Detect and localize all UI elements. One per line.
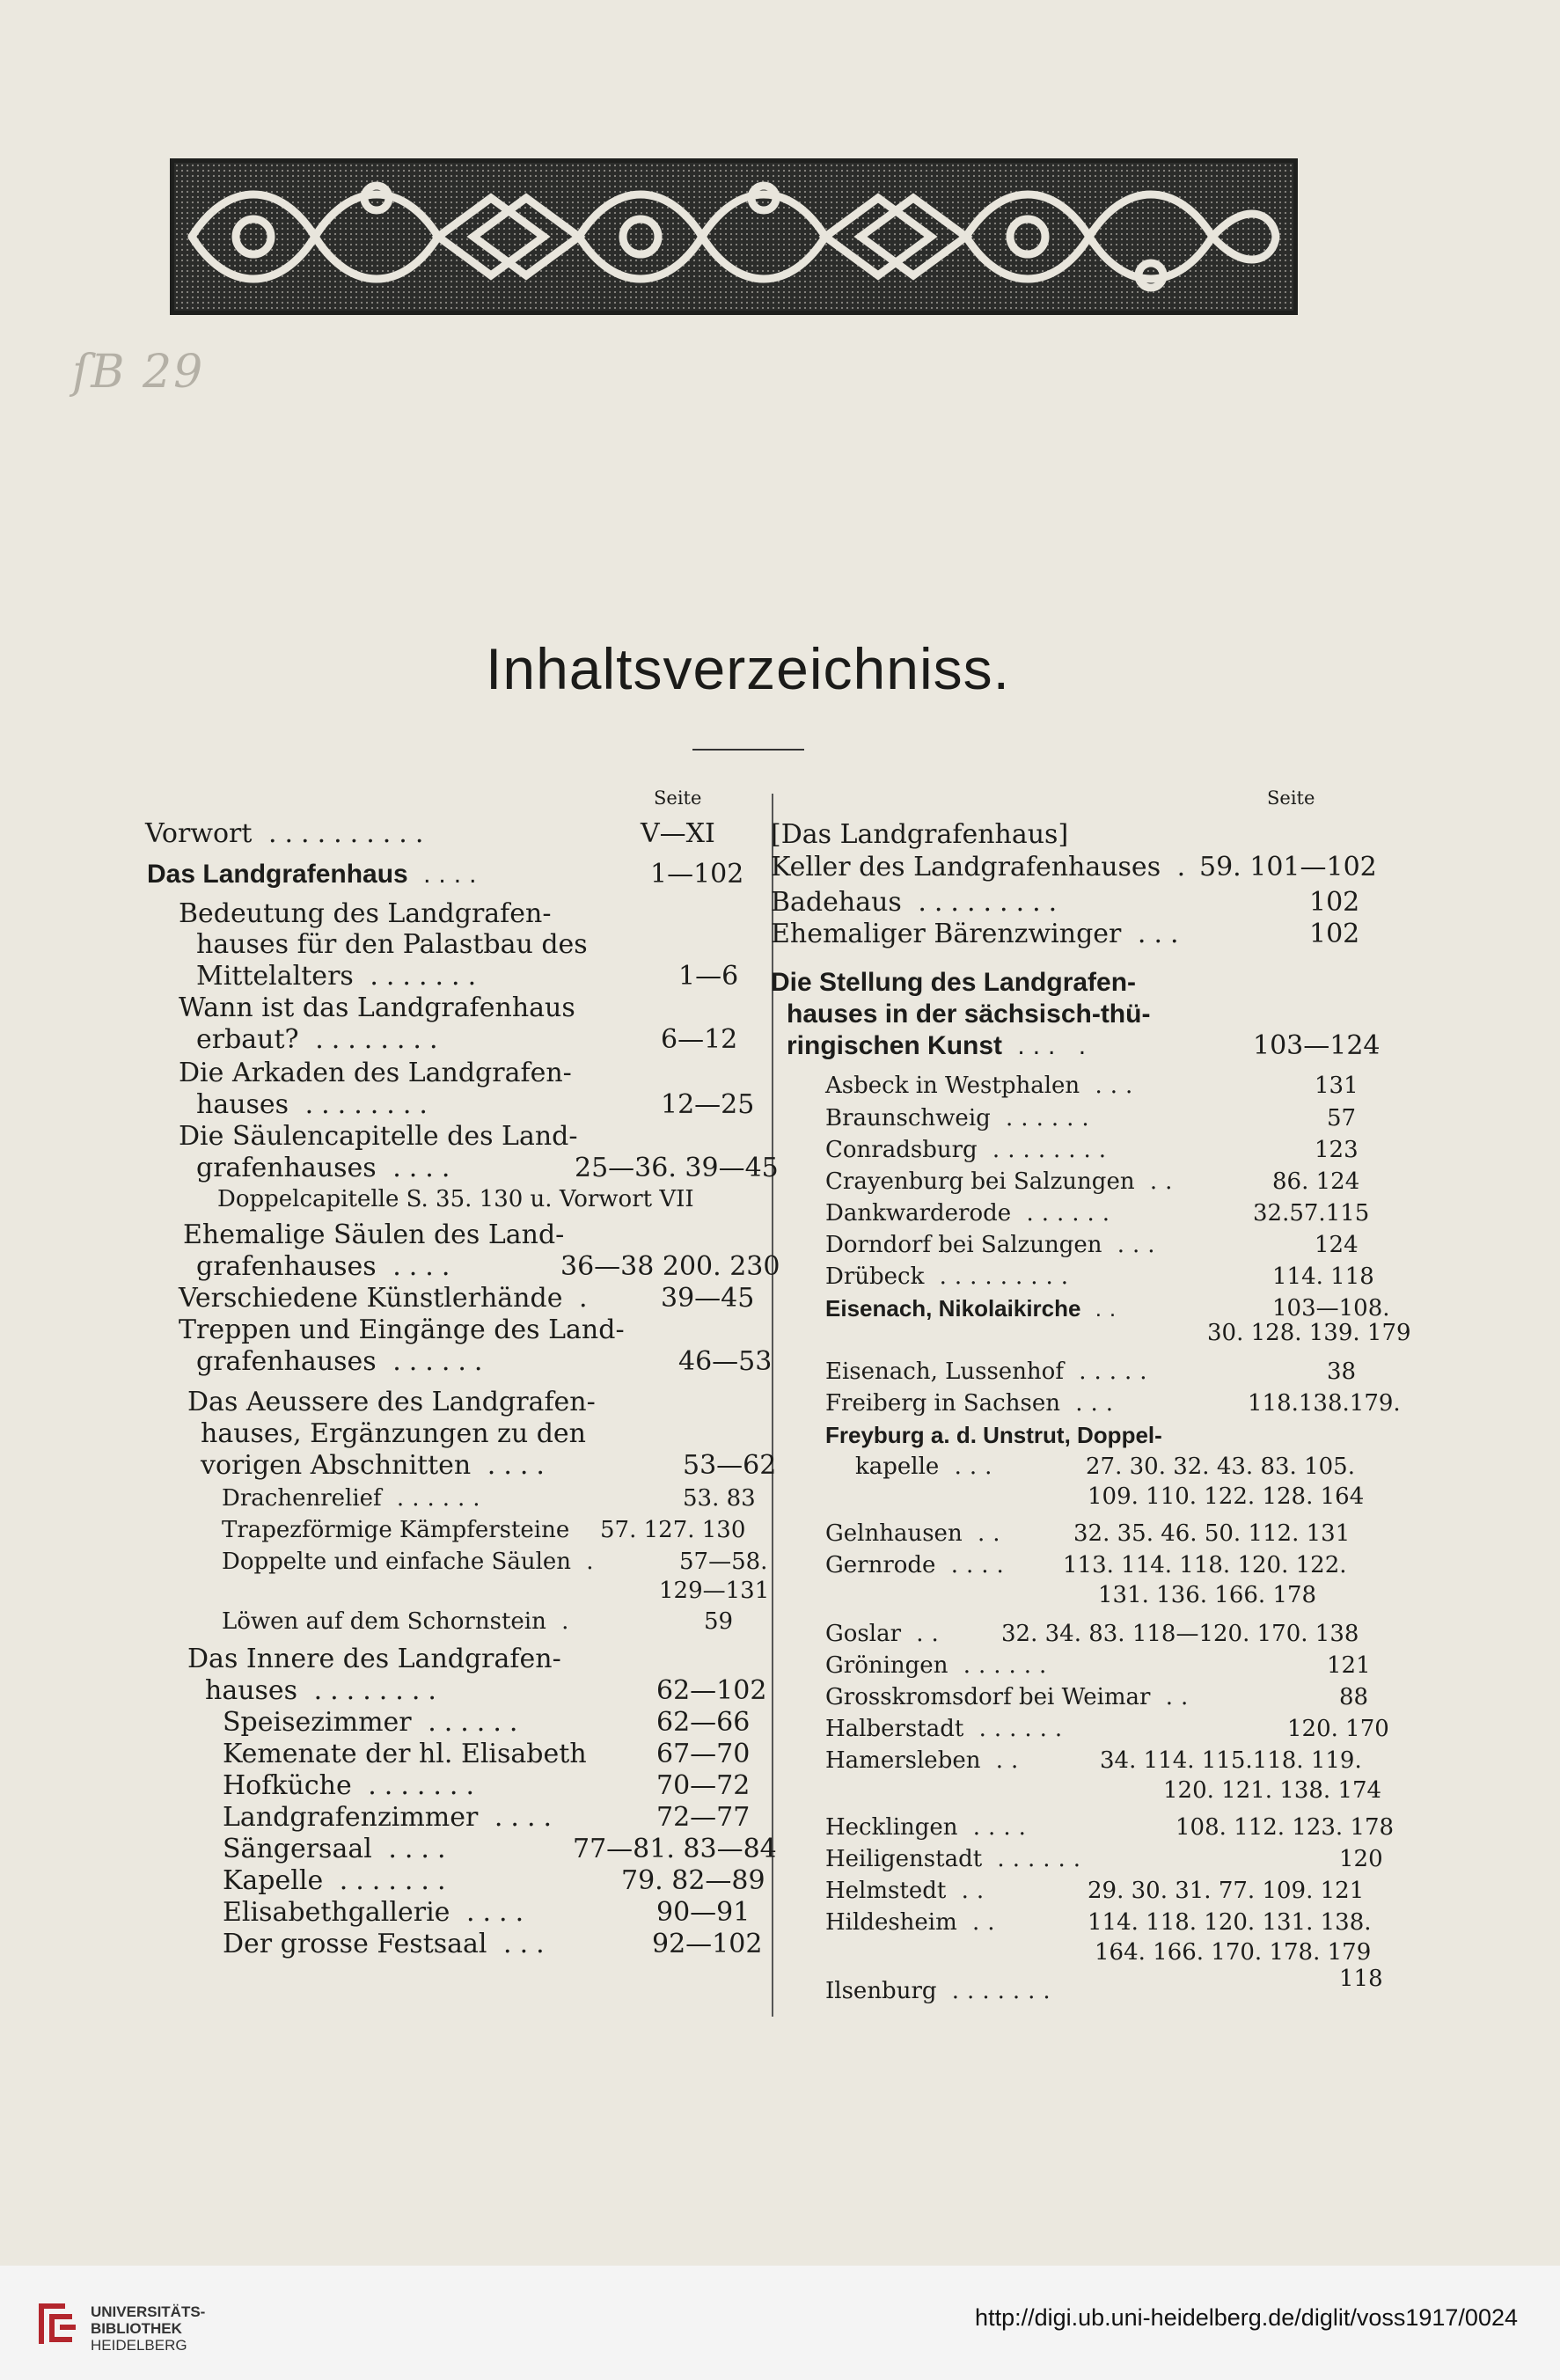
toc-entry: Die Säulencapitelle des Land- <box>179 1121 578 1152</box>
toc-entry: Dankwarderode ...... 32.57.115 <box>825 1200 1370 1227</box>
toc-entry: Der grosse Festsaal ... 92—102 <box>223 1929 763 1959</box>
toc-entry: Die Arkaden des Landgrafen- <box>179 1058 572 1088</box>
university-library-logo <box>30 2296 81 2351</box>
toc-entry: Helmstedt .. 29. 30. 31. 77. 109. 121 <box>825 1878 1365 1904</box>
toc-entry: Freyburg a. d. Unstrut, Doppel- <box>825 1422 1162 1448</box>
toc-entry: Conradsburg ........ 123 <box>825 1137 1359 1163</box>
toc-entry: Hecklingen .... 108. 112. 123. 178 <box>825 1814 1395 1841</box>
toc-entry: Asbeck in Westphalen ... 131 <box>825 1073 1359 1099</box>
toc-entry: Gernrode .... 113. 114. 118. 120. 122. <box>825 1552 1347 1578</box>
title-rule <box>692 749 804 751</box>
toc-entry: Braunschweig ...... 57 <box>825 1105 1357 1131</box>
handwritten-shelfmark: ſB 29 <box>72 346 205 399</box>
toc-entry: hauses, Ergänzungen zu den <box>201 1418 587 1449</box>
library-footer <box>0 2266 1560 2380</box>
toc-entry: Kapelle ....... 79. 82—89 <box>223 1865 765 1896</box>
toc-entry: Badehaus ......... 102 <box>771 887 1360 918</box>
toc-entry: Treppen und Eingänge des Land- <box>179 1314 625 1345</box>
toc-entry: Doppelte und einfache Säulen . 57—58. <box>222 1549 768 1575</box>
toc-entry: Hildesheim .. 114. 118. 120. 131. 138. <box>825 1909 1372 1936</box>
toc-entry: Elisabethgallerie .... 90—91 <box>223 1897 751 1928</box>
toc-entry: Das Aeussere des Landgrafen- <box>187 1387 596 1417</box>
toc-entry: Eisenach, Nikolaikirche .. 103—108. <box>825 1295 1390 1322</box>
toc-entry: Grosskromsdorf bei Weimar .. 88 <box>825 1684 1369 1710</box>
toc-entry: hauses ........ 62—102 <box>205 1675 767 1706</box>
toc-entry: grafenhauses .... 36—38 200. 230 <box>196 1251 780 1282</box>
toc-entry: Wann ist das Landgrafenhaus <box>179 992 575 1023</box>
toc-entry: Drübeck ......... 114. 118 <box>825 1263 1374 1290</box>
toc-entry: Hofküche ....... 70—72 <box>223 1770 751 1801</box>
toc-entry: Ilsenburg ....... 118 <box>825 1966 1383 2004</box>
toc-entry: vorigen Abschnitten .... 53—62 <box>201 1450 777 1481</box>
library-name: UNIVERSITÄTS- BIBLIOTHEK HEIDELBERG <box>91 2303 206 2354</box>
toc-entry: Dorndorf bei Salzungen ... 124 <box>825 1232 1359 1258</box>
toc-entry: Das Innere des Landgrafen- <box>187 1644 561 1674</box>
toc-entry: Landgrafenzimmer .... 72—77 <box>223 1802 751 1833</box>
toc-entry: Gelnhausen .. 32. 35. 46. 50. 112. 131 <box>825 1520 1351 1547</box>
toc-entry: Doppelcapitelle S. 35. 130 u. Vorwort VII <box>217 1186 694 1212</box>
seite-heading: Seite <box>654 787 702 809</box>
toc-entry: Crayenburg bei Salzungen .. 86. 124 <box>825 1168 1360 1195</box>
toc-entry: Gröningen ...... 121 <box>825 1652 1371 1679</box>
toc-entry: Hamersleben .. 34. 114. 115.118. 119. <box>825 1747 1362 1774</box>
toc-entry: Trapezförmige Kämpfersteine 57. 127. 130 <box>222 1517 746 1543</box>
toc-section-heading: ringischen Kunst ... . 103—124 <box>787 1030 1381 1061</box>
toc-entry: Ehemalige Säulen des Land- <box>183 1219 565 1250</box>
scanned-page: ſB 29 Inhaltsverzeichniss. Seite Vorwort .......... V—XI Das Landgrafenhaus .... 1—102 Bedeutung des Landgrafen- hauses für den Palastbau des Mittelalters ....... 1—6 Wann ist das Landgrafenhaus erbaut? ........ 6—12 Die Arkaden des Landgrafen- hauses ........ 12—25 Die Säulencapitelle des Land- grafenhauses .... 25—36. 39—45 Doppelcapitelle S. 35. 130 u. Vorwort VII Ehemalige Säulen des Land- grafenhauses .... 36—38 200. 230 Verschiedene Künstlerhände . 39—45 Treppen und Eingänge des Land- grafenhauses ...... 46—53 Das Aeussere des Landgrafen- hauses, Ergänzungen zu den vorigen Abschnitten .... 53—62 Drachenrelief ...... 53. 83 Trapezförmige Kämpfersteine 57. 127. 130 Doppelte und einfache Säulen . 57—58. 129—131 Löwen auf dem Schornstein . 59 Das Innere des Landgrafen- hauses ........ 62—102 Speisezimmer ...... 62—66 Kemenate der hl. Elisabeth 67—70 Hofküche ....... 70—72 Landgrafenzimmer .... 72—77 Sängersaal .... 77—81. 83—84 Kapelle ....... 79. 82—89 Elisabethgallerie .... 90—91 Der grosse Festsaal ... 92—102 Seite [Das Landgrafenhaus] Keller des Landgrafenhauses . 59. 101—102 Badehaus ......... 102 Ehemaliger Bärenzwinger ... 102 Die Stellung des Landgrafen- hauses in der sächsisch-thü- ringischen Kunst ... . 103—124 Asbeck in Westphalen ... 131 Braunschweig ...... 57 Conradsburg ........ 123 Crayenburg bei Salzungen .. 86. 124 Dankwarderode ...... 32.57.115 Dorndorf bei Salzungen ... 124 Drübeck ......... 114. 118 Eisenach, Nikolaikirche .. 103—108. 30. 128. 139. 179 Eisenach, Lussenhof ..... 38 Freiberg in Sachsen ... 118.138.179. Freyburg a. d. Unstrut, Doppel- kapelle ... 27. 30. 32. 43. 83. 105. 109. 110. 122. 128. 164 Gelnhausen .. 32. 35. 46. 50. 112. 131 Gernrode .... 113. 114. 118. 120. 122. 131. 136. 166. 178 Goslar .. 32. 34. 83. 118—120. 170. 138 Gröningen ...... 121 Grosskromsdorf bei Weimar .. 88 Halberstadt ...... 120. 170 Hamersleben .. 34. 114. 115.118. 119. 120. 121. 138. 174 Hecklingen .... 108. 112. 123. 178 Heiligenstadt ...... 120 Helmstedt .. 29. 30. 31. 77. 109. 121 Hildesheim .. 114. 118. 120. 131. 138. 164. 166. 170. 178. 179 Ilsenburg ....... 118 <box>0 0 1560 2266</box>
toc-entry: hauses für den Palastbau des <box>196 929 588 960</box>
toc-entry: Eisenach, Lussenhof ..... 38 <box>825 1358 1357 1385</box>
toc-entry: hauses ........ 12—25 <box>196 1089 755 1120</box>
toc-entry: Keller des Landgrafenhauses . 59. 101—102 <box>771 852 1377 882</box>
toc-section-heading: Das Landgrafenhaus .... 1—102 <box>147 859 744 890</box>
toc-entry: Löwen auf dem Schornstein . 59 <box>222 1608 734 1635</box>
knotwork-ornament <box>174 163 1293 311</box>
toc-entry: Freiberg in Sachsen ... 118.138.179. <box>825 1390 1401 1417</box>
toc-entry: Heiligenstadt ...... 120 <box>825 1846 1383 1872</box>
toc-entry: grafenhauses ...... 46—53 <box>196 1346 773 1377</box>
toc-entry: kapelle ... 27. 30. 32. 43. 83. 105. <box>855 1454 1355 1480</box>
toc-entry: erbaut? ........ 6—12 <box>196 1024 738 1055</box>
toc-entry: Speisezimmer ...... 62—66 <box>223 1707 751 1738</box>
toc-entry: Halberstadt ...... 120. 170 <box>825 1716 1389 1742</box>
ornamental-header-band <box>170 158 1298 315</box>
toc-entry: Goslar .. 32. 34. 83. 118—120. 170. 138 <box>825 1621 1359 1647</box>
toc-entry: Mittelalters ....... 1—6 <box>196 961 739 992</box>
toc-entry: Sängersaal .... 77—81. 83—84 <box>223 1834 777 1864</box>
toc-entry: Ehemaliger Bärenzwinger ... 102 <box>771 919 1360 949</box>
toc-section-heading: hauses in der sächsisch-thü- <box>787 1000 1151 1029</box>
toc-entry: Kemenate der hl. Elisabeth 67—70 <box>223 1739 751 1769</box>
toc-entry: Bedeutung des Landgrafen- <box>179 898 552 929</box>
seite-heading: Seite <box>1267 787 1315 809</box>
page-title: Inhaltsverzeichniss. <box>486 636 1010 701</box>
toc-section-heading: Die Stellung des Landgrafen- <box>771 968 1137 997</box>
toc-entry: Vorwort .......... V—XI <box>145 818 715 849</box>
toc-continuation: [Das Landgrafenhaus] <box>771 819 1069 850</box>
digital-copy-url[interactable]: http://digi.ub.uni-heidelberg.de/diglit/voss1917/0024 <box>975 2304 1518 2331</box>
toc-entry: Drachenrelief ...... 53. 83 <box>222 1485 756 1512</box>
toc-entry: grafenhauses .... 25—36. 39—45 <box>196 1153 779 1183</box>
toc-entry: Verschiedene Künstlerhände . 39—45 <box>179 1283 755 1314</box>
